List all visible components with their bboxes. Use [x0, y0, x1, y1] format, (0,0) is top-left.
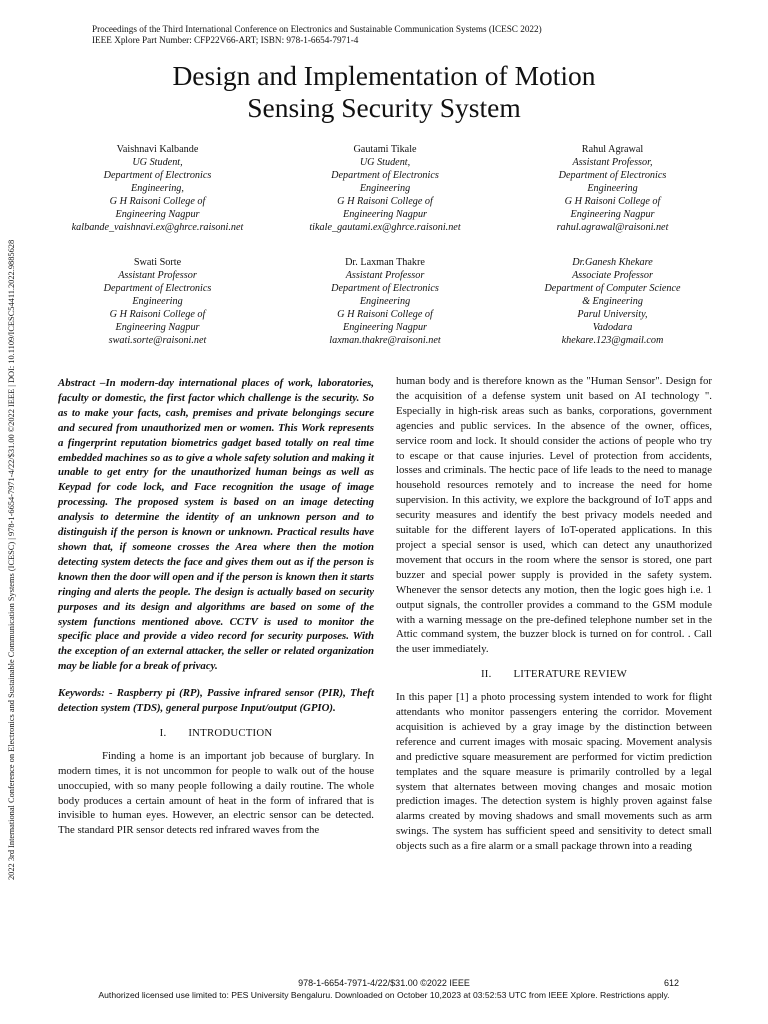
footer-isbn: 978-1-6654-7971-4/22/$31.00 ©2022 IEEE: [298, 978, 470, 988]
author-block: [278, 256, 493, 347]
author-line: G H Raisoni College of: [109, 309, 206, 320]
author-block: [50, 143, 265, 234]
doi-side-text: 2022 3rd International Conference on Electronics and Sustainable Communication Systems (ICESC) | 978-1-6654-7971-4/22/$31.00 ©2022 IEEE | DOI: 10.1109/ICESC54411.2022.9885628: [7, 239, 16, 880]
footer-license: Authorized licensed use limited to: PES University Bengaluru. Downloaded on October 10,2023 at 03:52:53 UTC from IEEE Xplore. Restrictions apply.: [98, 990, 670, 1000]
author-line: Engineering Nagpur: [342, 209, 428, 220]
author-line: Vadodara: [592, 322, 633, 333]
author-block: [50, 256, 265, 347]
author-email: kalbande_vaishnavi.ex@ghrce.raisoni.net: [71, 222, 244, 233]
author-line: Engineering: [587, 183, 638, 194]
author-line: Engineering Nagpur: [570, 209, 655, 220]
authors-row-2: [50, 256, 720, 347]
section-heading-literature-review: [396, 667, 712, 682]
author-line: G H Raisoni College of: [109, 196, 206, 207]
author-line: UG Student,: [132, 157, 183, 168]
author-name: Dr.Ganesh Khekare: [572, 257, 653, 268]
author-name: Swati Sorte: [133, 257, 182, 268]
section-number: I.: [159, 726, 167, 739]
author-line: Associate Professor: [572, 270, 653, 281]
keywords: Keywords: - Raspberry pi (RP), Passive infrared sensor (PIR), Theft detection system (TDS), general purpose Input/output (GPIO).: [58, 687, 374, 715]
section-title: LITERATURE REVIEW: [513, 668, 627, 681]
author-line: Assistant Professor: [118, 270, 197, 281]
footer-copyright: [0, 978, 768, 988]
author-email: tikale_gautami.ex@ghrce.raisoni.net: [309, 222, 461, 233]
author-line: Engineering,: [131, 183, 184, 194]
author-block: [505, 256, 720, 347]
right-column: [396, 374, 712, 854]
author-line: & Engineering: [582, 296, 643, 307]
intro-paragraph: Finding a home is an important job because of burglary. In modern times, it is not uncommon for people to walk out of the house unoccupied, with so many people following a daily routine. The whole body produces a certain amount of heat in the form of infrared that is invisible to human eyes. However, an electric sensor can be detected. The standard PIR sensor detects red infrared waves from the: [58, 749, 374, 837]
header-line-1: Proceedings of the Third International Conference on Electronics and Sustainable Communication Systems (ICESC 2022): [92, 24, 542, 34]
author-line: Assistant Professor,: [572, 157, 653, 168]
abstract: Abstract –In modern-day international places of work, laboratories, faculty or domestic, the first factor which challenge is the security. So as to make your facts, cash, premises and private belongings secure and secured from unauthorized men or women. This Work represents a fingerprint reputation biometrics gadget based totally on real time embedded machines so as to give a whole safety solution and making it unable to get entry for the unauthorized human beings as well as Keypad for code lock, and Face recognition the usage of image processing. The proposed system is based on an image detecting analysis to determine the identity of an unknown person and to distinguish if the person is known or unknown. Practical results have shown that, if someone crosses the Area where then the motion detecting system detects the face and gives them out as if the person is known then the door will open and if the person is known then it starts ringing and alerts the people. The design is actually based on security purposes and its design and algorithms are based on some of the system functions mentioned above. CCTV is used to monitor the specific place and provide a video record for security purposes. With the exception of an external attacker, the seller or related organization may be liable for a break of privacy.: [58, 377, 374, 673]
author-line: Engineering: [132, 296, 183, 307]
author-line: Engineering Nagpur: [115, 209, 200, 220]
author-block: [278, 143, 493, 234]
author-line: Department of Electronics: [558, 170, 667, 181]
section-heading-introduction: [58, 726, 374, 741]
intro-continued-paragraph: human body and is therefore known as the "Human Sensor". Design for the acquisition of a defense system unit based on AI technology ". Especially in high-risk areas such as banks, corporations, government agencies and public services. In the absence of the owner, offices, service room and lock. It should consider the actions of people who try to escape or that cause injuries. Level of protection from accidents, losses and criminals. The hectic pace of life leads to the need to manage household resources remotely and to increase the need for home supervision. In this activity, we explore the background of IoT apps and security measures and identify the best privacy models needed and suitable for the different layers of IoT-operated applications. In this project a special sensor is used, which can detect any unauthorized movement that occurs in the room where the sensor is stored, one part buzzer and special power supply is provided in the safety system. Whenever the sensor detects any motion, then the logic goes high i.e. 1 output signals, the controller provides a command to the GSM module with a warning message on the pre-defined telephone number set in the Attic command system, the buzzer block is turned on for control. . Call the user immediately.: [396, 375, 712, 656]
author-block: [505, 143, 720, 234]
author-line: Department of Electronics: [331, 283, 439, 294]
title-line-2: Sensing Security System: [247, 92, 521, 123]
literature-paragraph: In this paper [1] a photo processing system intended to work for flight attendants who monitor passengers entering the corridor. Movement acquisition is achieved by a gray image by the distinction between reference and current images with mosaic spacing. Movement analysis and predictive square measurement are performed for victim prediction templates and the square measure is primarily controlled by a legal system that alternates between moving changes and mosaic motion prediction images. The detection system is highly proven against false alarms created by moving shadows and small movements such as arm swings. The system has sufficient speed and sensitivity to detect small objects such as a fire alarm or a small package thrown into a reading: [396, 691, 712, 853]
author-line: Department of Electronics: [103, 170, 212, 181]
author-line: UG Student,: [359, 157, 411, 168]
author-line: Department of Electronics: [331, 170, 439, 181]
author-line: G H Raisoni College of: [564, 196, 661, 207]
author-line: Engineering Nagpur: [115, 322, 200, 333]
author-line: G H Raisoni College of: [337, 196, 433, 207]
author-line: Department of Computer Science: [544, 283, 681, 294]
author-email: khekare.123@gmail.com: [561, 335, 664, 346]
section-number: II.: [481, 668, 492, 681]
author-line: G H Raisoni College of: [337, 309, 433, 320]
author-line: Department of Electronics: [103, 283, 212, 294]
author-line: Engineering: [359, 183, 411, 194]
left-column: [58, 376, 374, 838]
author-name: Vaishnavi Kalbande: [116, 144, 199, 155]
author-line: Engineering Nagpur: [342, 322, 428, 333]
author-name: Dr. Laxman Thakre: [345, 257, 425, 268]
author-email: rahul.agrawal@raisoni.net: [556, 222, 669, 233]
author-line: Engineering: [359, 296, 411, 307]
author-email: swati.sorte@raisoni.net: [108, 335, 207, 346]
author-name: Gautami Tikale: [353, 144, 417, 155]
author-name: Rahul Agrawal: [581, 144, 644, 155]
author-line: Assistant Professor: [345, 270, 425, 281]
header-line-2: IEEE Xplore Part Number: CFP22V66-ART; ISBN: 978-1-6654-7971-4: [92, 35, 359, 45]
section-title: INTRODUCTION: [188, 726, 273, 739]
author-email: laxman.thakre@raisoni.net: [329, 335, 441, 346]
author-line: Parul University,: [577, 309, 648, 320]
paper-title: [0, 60, 768, 124]
conference-header: [92, 24, 542, 46]
title-line-1: Design and Implementation of Motion: [172, 60, 596, 91]
page-number: 612: [664, 978, 680, 988]
authors-row-1: [50, 143, 720, 234]
